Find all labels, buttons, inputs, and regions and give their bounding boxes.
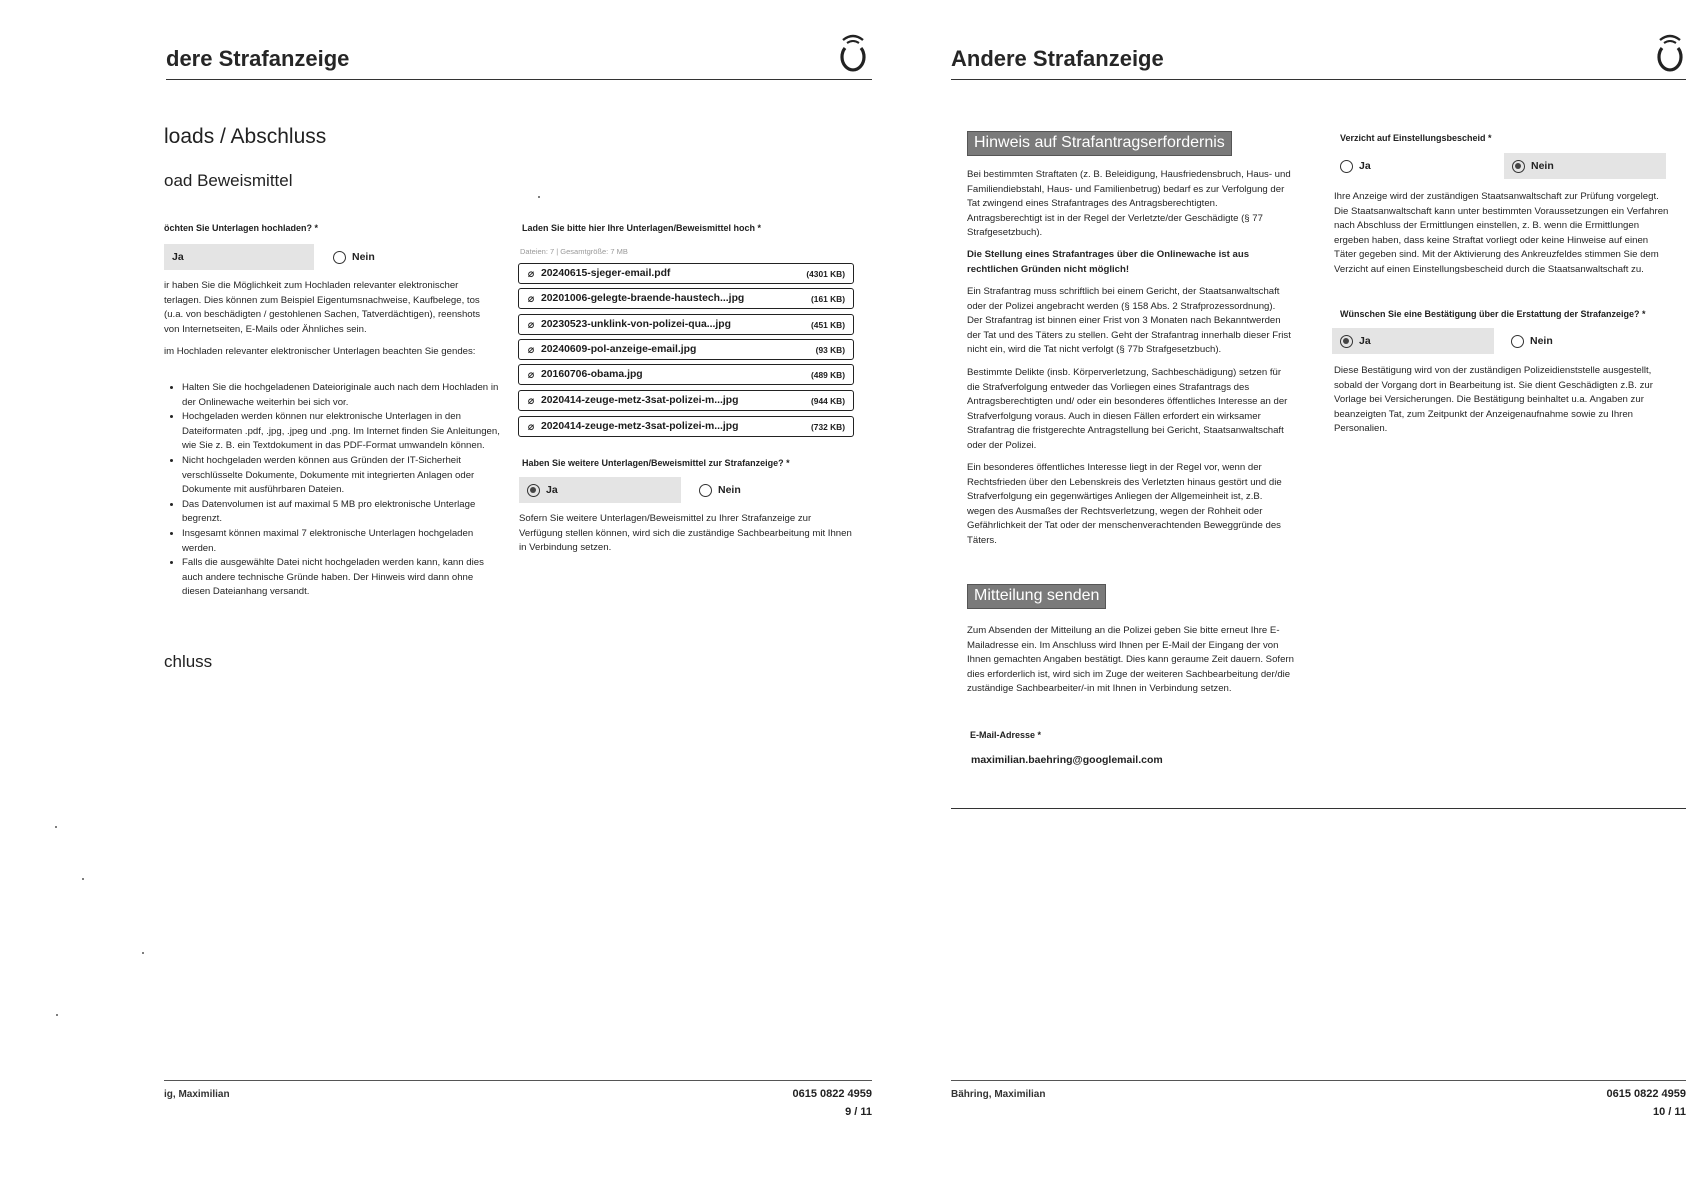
scan-speck — [142, 952, 144, 954]
file-size: (4301 KB) — [806, 268, 845, 279]
footer-name: Bähring, Maximilian — [951, 1089, 1046, 1100]
email-input[interactable]: maximilian.baehring@googlemail.com — [971, 754, 1163, 766]
bestaetigung-text: Diese Bestätigung wird von der zuständigen Polizeidienststelle ausgestellt, sobald der Vorgang dort in Bearbeitung ist. Sie dient Geschädigten z.B. zur Vorlage bei Versicherungen. Die Bestätigung beinhaltet u.a. Angaben zur beanzeigten Tat, zum Zeitpunkt der Anzeigenaufnahme sowie zu Ihren Personalien. — [1334, 365, 1653, 435]
upload-rules-intro-text: im Hochladen relevanter elektronischer Unterlagen beachten Sie gendes: — [164, 346, 476, 357]
hinweis-warning: Die Stellung eines Strafantrages über die Onlinewache ist aus rechtlichen Gründen nicht möglich! — [967, 249, 1250, 275]
footer-rule — [951, 1080, 1686, 1081]
file-size: (161 KB) — [811, 293, 845, 304]
bestaetigung-option-ja[interactable] — [1332, 328, 1494, 354]
list-item: • Nicht hochgeladen werden können aus Gründen der IT-Sicherheit verschlüsselte Dokumente, Dokumente mit integrierten Anlagen oder Dokumente mit ausführbaren Dateien. — [182, 454, 500, 498]
section-rule — [951, 808, 1686, 809]
paperclip-icon: ⌀ — [527, 421, 535, 433]
file-size: (489 KB) — [811, 369, 845, 380]
bestaetigung-option-nein[interactable] — [1503, 328, 1653, 354]
upload-option-ja[interactable] — [164, 244, 314, 270]
more-option-nein-label: Nein — [718, 484, 741, 496]
radio-empty-icon[interactable] — [1511, 335, 1524, 348]
paperclip-icon: ⌀ — [527, 369, 535, 381]
file-size: (732 KB) — [811, 421, 845, 432]
question-more-label: Haben Sie weitere Unterlagen/Beweismittel zur Strafanzeige? * — [522, 458, 790, 468]
radio-selected-icon[interactable] — [1340, 335, 1353, 348]
upload-option-nein[interactable] — [325, 244, 475, 270]
paperclip-icon: ⌀ — [527, 319, 535, 331]
police-logo-icon — [1653, 30, 1687, 74]
scan-speck — [55, 826, 57, 828]
upload-intro-text: ir haben Sie die Möglichkeit zum Hochladen relevanter elektronischer terlagen. Dies können zum Beispiel Eigentumsnachweise, Kaufbelege, tos (u.a. von beschädigten / gestohlenen Sachen, Tatverdächtigen), reenshots von Internetseiten, E-Mails oder Ähnliches sein. — [164, 280, 481, 335]
file-item[interactable] — [518, 339, 854, 360]
file-name: 20201006-gelegte-braende-haustech...jpg — [541, 293, 745, 304]
hinweis-paragraph: Ein besonderes öffentliches Interesse liegt in der Regel vor, wenn der Rechtsfrieden über den Lebenskreis des Verletzten hinaus gestört und die Strafverfolgung ein gegenwärtiges Anliegen der Allgemeinheit ist, z.B. wegen des Ausmaßes der Rechtsverletzung, wegen der Rohheit oder Gefährlichkeit der Tat oder der menschenverachtenden Beweggründe des Täters. — [967, 462, 1282, 546]
upload-option-ja-label: Ja — [172, 251, 184, 263]
hinweis-paragraph: Ein Strafantrag muss schriftlich bei einem Gericht, der Staatsanwaltschaft oder der Polizei angebracht werden (§ 158 Abs. 2 Strafprozessordnung). Der Strafantrag ist binnen einer Frist von 3 Monaten nach Bekanntwerden der Tat und des Täters zu stellen. Geht der Strafantrag innerhalb dieser Frist nicht ein, wird die Tat nicht verfolgt (§ 77b Strafgesetzbuch). — [967, 286, 1291, 356]
scan-speck — [538, 196, 540, 198]
file-item[interactable] — [518, 288, 854, 309]
scan-speck — [82, 878, 84, 880]
verzicht-text: Ihre Anzeige wird der zuständigen Staatsanwaltschaft zur Prüfung vorgelegt. Die Staatsanwaltschaft kann unter bestimmten Voraussetzungen ein Verfahren nach Abschluss der Ermittlungen einstellen, z. B. wenn die Ermittlungen ergeben haben, dass keine Straftat vorliegt oder keine Hinweise auf einen Täter gegeben sind. Mit der Aktivierung des Ankreuzfeldes stimmen Sie dem Verzicht auf einen Einstellungsbescheid durch die Staatsanwaltschaft zu. — [1334, 191, 1669, 275]
file-item[interactable] — [518, 263, 854, 284]
radio-empty-icon[interactable] — [699, 484, 712, 497]
list-item: • Halten Sie die hochgeladenen Dateioriginale auch nach dem Hochladen in der Onlinewache weiterhin bei sich vor. — [182, 381, 500, 410]
file-item[interactable] — [518, 416, 854, 437]
mitteilung-text: Zum Absenden der Mitteilung an die Polizei geben Sie bitte erneut Ihre E-Mailadresse ein. Im Anschluss wird Ihnen per E-Mail der Eingang der von Ihnen gemachten Angaben bestätigt. Dies kann geraume Zeit dauern. Sofern dies erforderlich ist, wird sich im Zuge der weiteren Sachbearbeitung der/die zuständige Sachbearbeiter/-in mit Ihnen in Verbindung setzen. — [967, 625, 1294, 695]
files-label: Laden Sie bitte hier Ihre Unterlagen/Beweismittel hoch * — [522, 223, 762, 233]
bestaetigung-label: Wünschen Sie eine Bestätigung über die Erstattung der Strafanzeige? * — [1340, 309, 1646, 319]
file-size: (93 KB) — [815, 344, 845, 355]
file-item[interactable] — [518, 390, 854, 411]
paperclip-icon: ⌀ — [527, 268, 535, 280]
footer-number: 0615 0822 4959 — [1606, 1088, 1686, 1100]
header-title: Andere Strafanzeige — [951, 46, 1164, 71]
paperclip-icon: ⌀ — [527, 293, 535, 305]
abschluss-title: chluss — [164, 652, 213, 671]
radio-selected-icon[interactable] — [527, 484, 540, 497]
header-title: dere Strafanzeige — [166, 46, 350, 71]
file-size: (451 KB) — [811, 319, 845, 330]
hinweis-paragraph: Bestimmte Delikte (insb. Körperverletzung, Sachbeschädigung) setzen für die Strafverfolgung entweder das Vorliegen eines Strafantrags des Antragsberechtigten und/ oder ein besonderes öffentliches Interesse an der Strafverfolgung voraus. Auch in diesen Fällen erfordert ein wirksamer Strafantrag die fristgerechte Antragstellung bei Gericht, Staatsanwaltschaft oder der Polizei. — [967, 367, 1288, 451]
banner-hinweis: Hinweis auf Strafantragserfordernis — [967, 131, 1232, 156]
subsection-title: oad Beweismittel — [164, 171, 293, 190]
upload-option-nein-label: Nein — [352, 251, 375, 263]
list-item: • Insgesamt können maximal 7 elektronische Unterlagen hochgeladen werden. — [182, 527, 500, 556]
file-name: 20160706-obama.jpg — [541, 369, 643, 380]
files-hint: Dateien: 7 | Gesamtgröße: 7 MB — [520, 247, 628, 256]
verzicht-option-ja-label: Ja — [1359, 160, 1371, 172]
more-option-ja-label: Ja — [546, 484, 558, 496]
more-info-text: Sofern Sie weitere Unterlagen/Beweismittel zu Ihrer Strafanzeige zur Verfügung stellen können, wird sich die zuständige Sachbearbeitung mit Ihnen in Verbindung setzen. — [519, 513, 852, 554]
file-name: 20230523-unklink-von-polizei-qua...jpg — [541, 319, 731, 330]
more-option-nein[interactable] — [691, 477, 841, 503]
more-option-ja[interactable] — [519, 477, 681, 503]
footer-page: 9 / 11 — [845, 1106, 872, 1118]
page-10 — [880, 0, 1696, 1199]
list-item: • Das Datenvolumen ist auf maximal 5 MB pro elektronische Unterlage begrenzt. — [182, 498, 500, 527]
paperclip-icon: ⌀ — [527, 344, 535, 356]
verzicht-option-nein[interactable] — [1504, 153, 1666, 179]
verzicht-option-nein-label: Nein — [1531, 160, 1554, 172]
header-rule — [951, 79, 1686, 80]
verzicht-label: Verzicht auf Einstellungsbescheid * — [1340, 133, 1492, 143]
list-item: • Falls die ausgewählte Datei nicht hochgeladen werden kann, kann dies auch andere technische Gründe haben. Der Hinweis wird dann ohne diesen Dateianhang versandt. — [182, 556, 500, 600]
email-label: E-Mail-Adresse * — [970, 730, 1042, 740]
footer-number: 0615 0822 4959 — [792, 1088, 872, 1100]
bestaetigung-option-ja-label: Ja — [1359, 335, 1371, 347]
radio-empty-icon[interactable] — [333, 251, 346, 264]
banner-mitteilung: Mitteilung senden — [967, 584, 1106, 609]
file-name: 20240615-sjeger-email.pdf — [541, 268, 671, 279]
file-item[interactable] — [518, 364, 854, 385]
paperclip-icon: ⌀ — [527, 395, 535, 407]
scan-speck — [56, 1014, 58, 1016]
footer-rule — [164, 1080, 872, 1081]
file-name: 20240609-pol-anzeige-email.jpg — [541, 344, 697, 355]
section-title: loads / Abschluss — [164, 125, 327, 148]
footer-page: 10 / 11 — [1652, 1106, 1686, 1118]
file-item[interactable] — [518, 314, 854, 335]
upload-rules-list — [166, 381, 500, 600]
radio-empty-icon[interactable] — [1340, 160, 1353, 173]
list-item: • Hochgeladen werden können nur elektronische Unterlagen in den Dateiformaten .pdf, .jpg, .jpeg und .png. Im Internet finden Sie Anleitungen, wie Sie z. B. ein Textdokument in das PDF-Format umwandeln können. — [182, 410, 500, 454]
bestaetigung-option-nein-label: Nein — [1530, 335, 1553, 347]
footer-name: ig, Maximilian — [164, 1089, 230, 1100]
file-size: (944 KB) — [811, 395, 845, 406]
police-logo-icon — [836, 30, 870, 74]
verzicht-option-ja[interactable] — [1332, 153, 1482, 179]
file-name: 2020414-zeuge-metz-3sat-polizei-m...jpg — [541, 395, 739, 406]
radio-selected-icon[interactable] — [1512, 160, 1525, 173]
question-upload-label: öchten Sie Unterlagen hochladen? * — [164, 223, 319, 233]
hinweis-paragraph: Bei bestimmten Straftaten (z. B. Beleidigung, Hausfriedensbruch, Haus- und Familiendiebstahl, Haus- und Familienbetrug) bedarf es zur Verfolgung der Tat zwingend eines Strafantrages des Antragsberechtigten. Antragsberechtigt ist in der Regel der Verletzte/der Geschädigte (§ 77 Strafgesetzbuch). — [967, 169, 1291, 239]
header-rule — [166, 79, 872, 80]
file-name: 2020414-zeuge-metz-3sat-polizei-m...jpg — [541, 421, 739, 432]
